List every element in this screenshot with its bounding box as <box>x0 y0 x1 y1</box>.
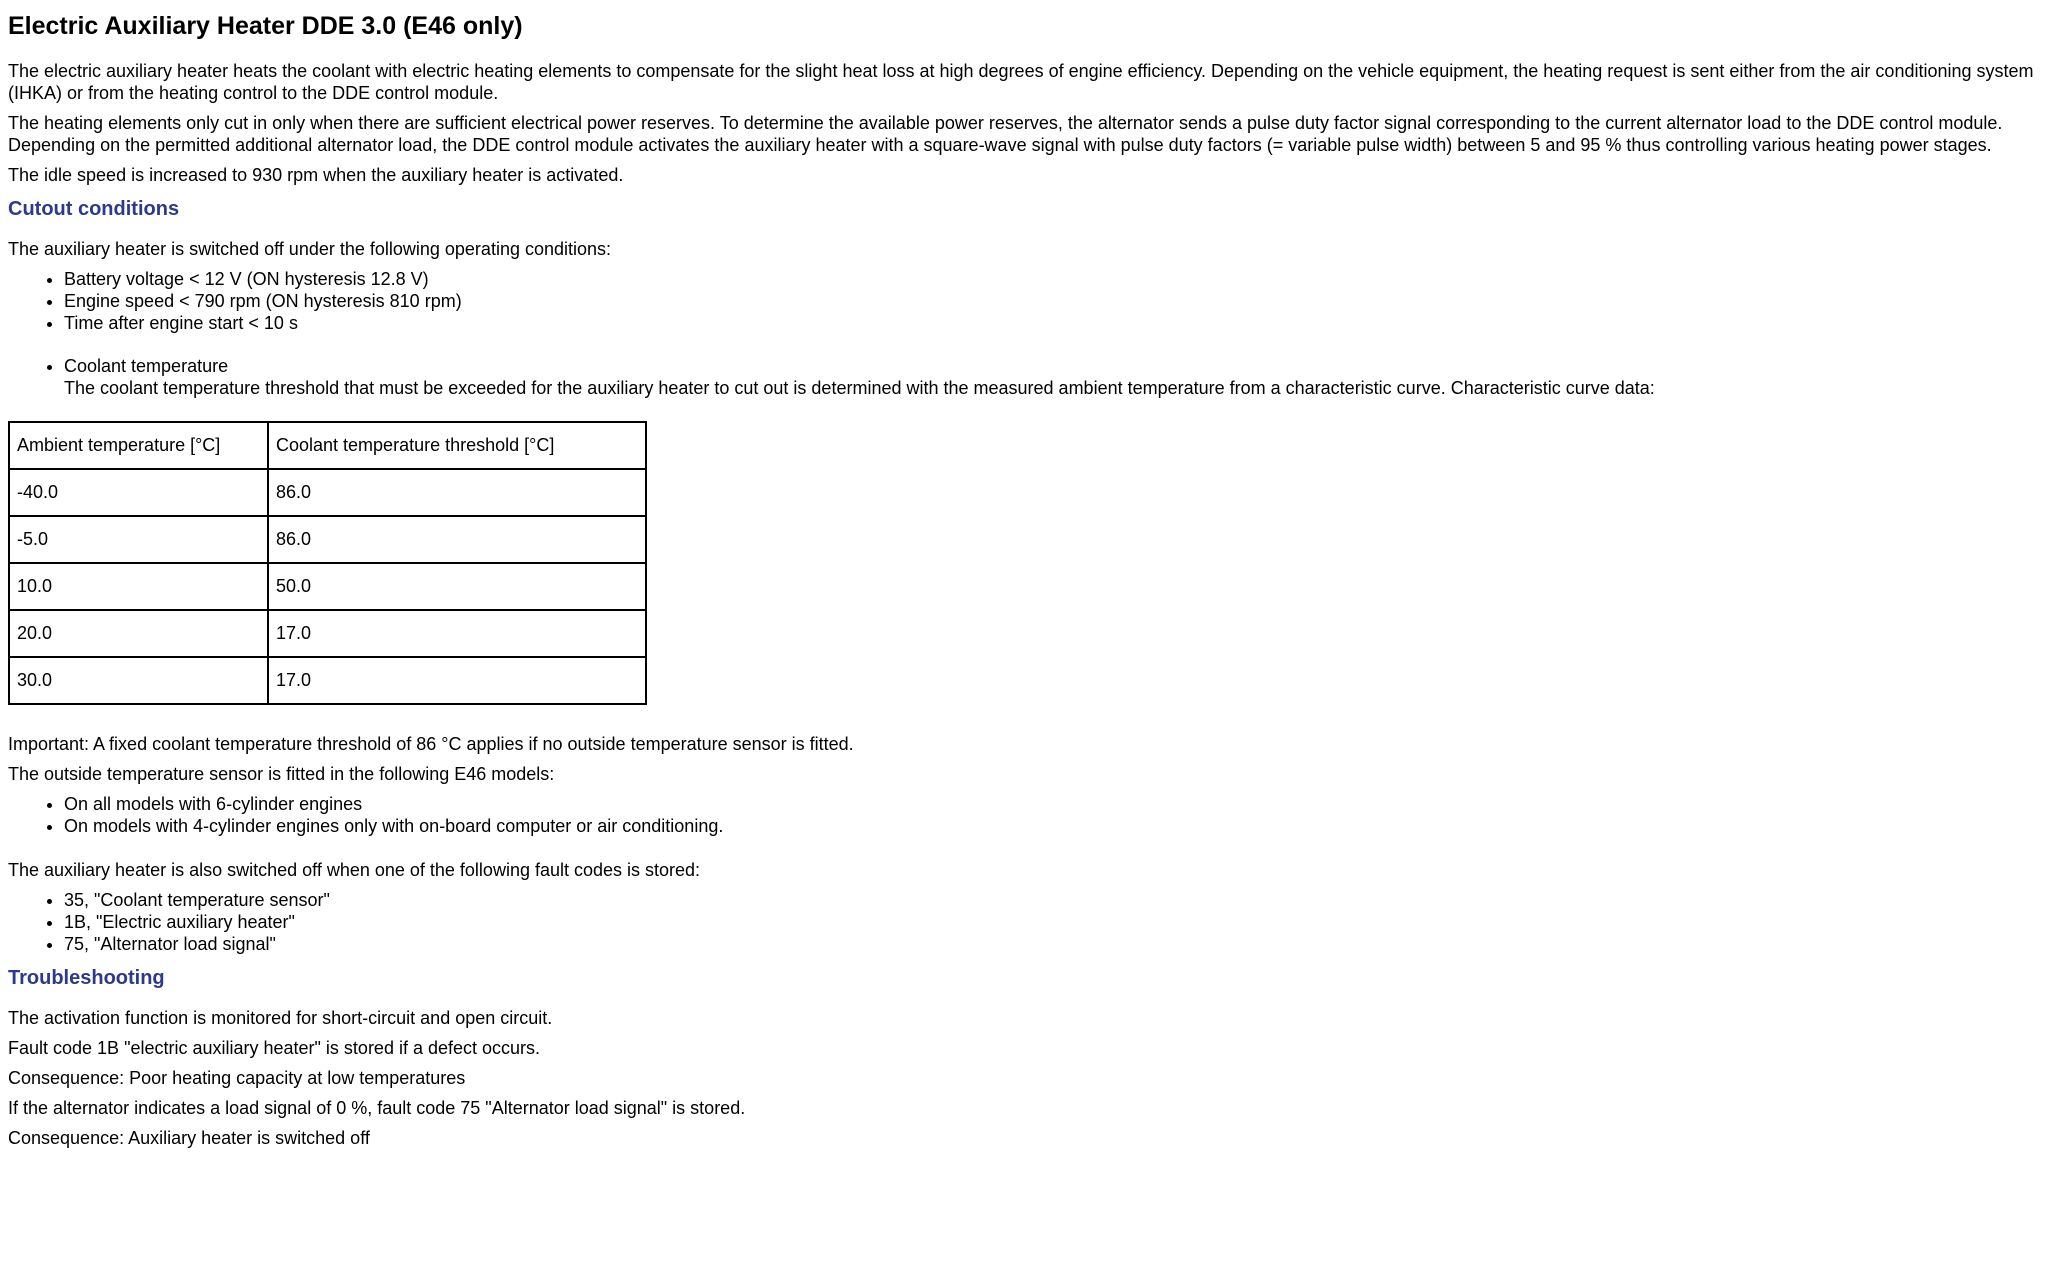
table-cell: 30.0 <box>9 657 268 704</box>
cutout-lead: The auxiliary heater is switched off under the following operating conditions: <box>8 239 612 259</box>
table-row <box>9 469 646 516</box>
table-row <box>9 516 646 563</box>
table-header-cell: Coolant temperature threshold [°C] <box>268 422 646 469</box>
intro-paragraph-2: The heating elements only cut in only when there are sufficient electrical power reserves. To determine the available power reserves, the alternator sends a pulse duty factor signal corresponding to the current alternator load to the DDE control module. Depending on the permitted additional alternator load, the DDE control module activates the auxiliary heater with a square-wave signal with pulse duty factors (= variable pulse width) between 5 and 95 % thus controlling various heating power stages. <box>8 113 2003 155</box>
table-cell: 20.0 <box>9 610 268 657</box>
troubleshooting-line: Consequence: Auxiliary heater is switched off <box>8 1128 370 1148</box>
list-item: • On models with 4-cylinder engines only with on-board computer or air conditioning. <box>64 815 2038 837</box>
troubleshooting-line: Fault code 1B "electric auxiliary heater" is stored if a defect occurs. <box>8 1038 541 1058</box>
section-heading-troubleshooting: Troubleshooting <box>8 967 165 989</box>
troubleshooting-line: The activation function is monitored for short-circuit and open circuit. <box>8 1008 553 1028</box>
table-cell: 17.0 <box>268 657 646 704</box>
intro-paragraph-3: The idle speed is increased to 930 rpm when the auxiliary heater is activated. <box>8 165 624 185</box>
list-item: • On all models with 6-cylinder engines <box>64 793 2038 815</box>
fault-code-list <box>8 889 2038 955</box>
important-note: Important: A fixed coolant temperature threshold of 86 °C applies if no outside temperature sensor is fitted. <box>8 734 854 754</box>
list-item: • Engine speed < 790 rpm (ON hysteresis 810 rpm) <box>64 290 2038 312</box>
troubleshooting-line: Consequence: Poor heating capacity at low temperatures <box>8 1068 466 1088</box>
list-item: • Battery voltage < 12 V (ON hysteresis 12.8 V) <box>64 268 2038 290</box>
coolant-label: Coolant temperature <box>64 356 229 376</box>
table-cell: -5.0 <box>9 516 268 563</box>
troubleshooting-line: If the alternator indicates a load signal of 0 %, fault code 75 "Alternator load signal" is stored. <box>8 1098 746 1118</box>
table-row <box>9 657 646 704</box>
sensor-model-list <box>8 793 2038 837</box>
list-item: • 1B, "Electric auxiliary heater" <box>64 911 2038 933</box>
table-cell: 86.0 <box>268 469 646 516</box>
table-cell: 50.0 <box>268 563 646 610</box>
section-heading-cutout: Cutout conditions <box>8 198 180 220</box>
table-cell: 86.0 <box>268 516 646 563</box>
table-header-row <box>9 422 646 469</box>
page-title: Electric Auxiliary Heater DDE 3.0 (E46 only) <box>8 12 523 40</box>
list-item: • 35, "Coolant temperature sensor" <box>64 889 2038 911</box>
list-item: • 75, "Alternator load signal" <box>64 933 2038 955</box>
table-cell: 10.0 <box>9 563 268 610</box>
sensor-lead: The outside temperature sensor is fitted in the following E46 models: <box>8 764 555 784</box>
table-cell: -40.0 <box>9 469 268 516</box>
intro-paragraph-1: The electric auxiliary heater heats the coolant with electric heating elements to compensate for the slight heat loss at high degrees of engine efficiency. Depending on the vehicle equipment, the heating request is sent either from the air conditioning system (IHKA) or from the heating control to the DDE control module. <box>8 61 2034 103</box>
cutout-condition-list <box>8 268 2038 399</box>
coolant-note: The coolant temperature threshold that must be exceeded for the auxiliary heater to cut out is determined with the measured ambient temperature from a characteristic curve. Characteristic curve data: <box>64 378 1655 398</box>
table-row <box>9 610 646 657</box>
list-item: • Time after engine start < 10 s <box>64 312 2038 334</box>
list-item-coolant <box>64 355 2038 399</box>
fault-lead: The auxiliary heater is also switched off when one of the following fault codes is stored: <box>8 860 701 880</box>
table-header-cell: Ambient temperature [°C] <box>9 422 268 469</box>
table-row <box>9 563 646 610</box>
characteristic-curve-table <box>8 421 647 705</box>
table-cell: 17.0 <box>268 610 646 657</box>
